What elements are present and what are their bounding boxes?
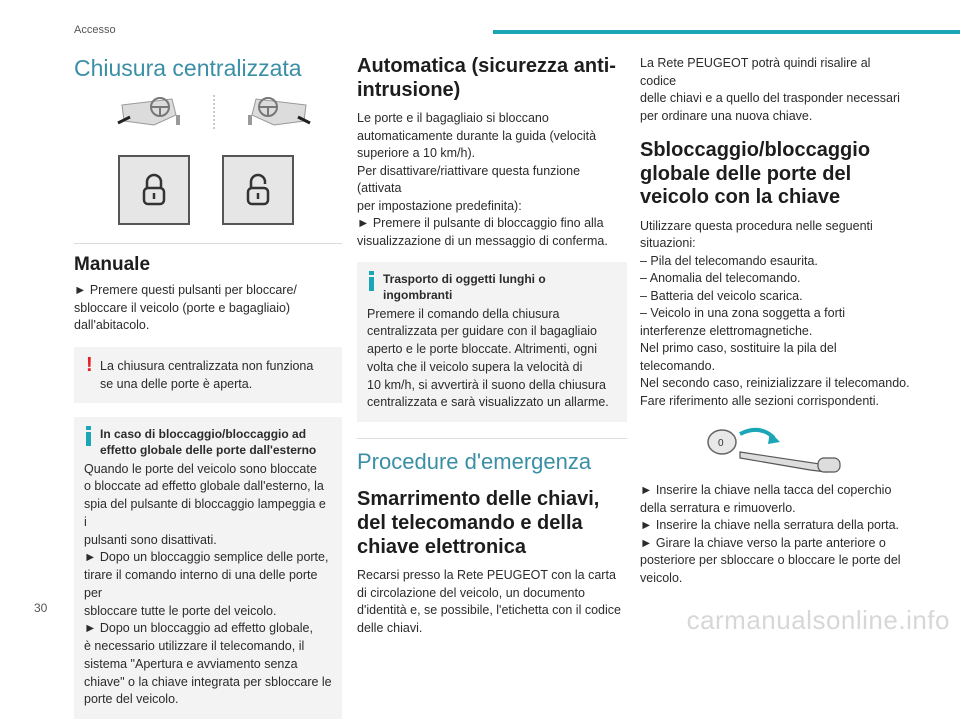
header-accent-bar xyxy=(493,30,960,34)
dealer-code-text: La Rete PEUGEOT potrà quindi risalire al codice delle chiavi e a quello del trasponder necessari per ordinare una nuova chiave. xyxy=(640,56,900,123)
column-2 xyxy=(357,55,627,637)
section-title-emergency: Procedure d'emergenza xyxy=(357,449,592,475)
unlock-button[interactable] xyxy=(222,155,294,225)
heading-manual: Manuale xyxy=(74,254,151,276)
unlock-icon xyxy=(224,157,292,223)
column-1 xyxy=(74,55,342,719)
heading-global-locking-key: Sbloccaggio/bloccaggio globale delle porte del veicolo con la chiave xyxy=(640,139,871,209)
info-icon xyxy=(86,426,91,446)
svg-text:0: 0 xyxy=(718,438,724,450)
info-note-exterior-locking xyxy=(74,417,342,719)
heading-lost-keys: Smarrimento delle chiavi, del telecomando e della chiave elettronica xyxy=(357,488,600,558)
lock-icon xyxy=(120,157,188,223)
info-note-body: Premere il comando della chiusura centralizzata per guidare con il bagagliaio aperto e le porte bloccate. Altrimenti, ogni volta che il veicolo supera la velocità di 10 km/h, si avvertirà il suono della chiusura centralizzata e sarà visualizzato un allarme. xyxy=(367,306,609,410)
key-in-lock-illustration xyxy=(700,424,860,474)
lost-keys-text: Recarsi presso la Rete PEUGEOT con la carta di circolazione del veicolo, un documento d'identità e, se possibile, l'etichetta con il codice delle chiavi. xyxy=(357,568,621,635)
warning-text: La chiusura centralizzata non funziona se una delle porte è aperta. xyxy=(100,358,314,391)
global-locking-text: Utilizzare questa procedura nelle seguenti situazioni: – Pila del telecomando esaurita. – Anomalia del telecomando. – Batteria del veicolo scarica. – Veicolo in una zona soggetta a forti interferenze elettromagnetiche. Nel primo caso, sostituire la pila del telecomando. Nel secondo caso, reinizializzare il telecomando. Fare riferimento alle sezioni corrispondenti. xyxy=(640,218,910,408)
automatic-locking-text: Le porte e il bagagliaio si bloccano automaticamente durante la guida (velocità superiore a 10 km/h). Per disattivare/riattivare questa funzione (attivata per impostazione predefinita): ► Premere il pulsante di bloccaggio fino alla visualizzazione di un messaggio di conferma. xyxy=(357,111,608,248)
heading-automatic-locking: Automatica (sicurezza anti-intrusione) xyxy=(357,55,616,101)
warning-icon: ! xyxy=(86,353,93,376)
door-interior-illustration xyxy=(114,91,314,139)
header-section-label: Accesso xyxy=(74,24,116,36)
info-note-body: Quando le porte del veicolo sono bloccate o bloccate ad effetto globale dall'esterno, la spia del pulsante di bloccaggio lampeggia e i pulsanti sono disattivati. ► Dopo un bloccaggio semplice delle porte, tirare il comando interno di una delle porte per sbloccare tutte le porte del veicolo. ► Dopo un bloccaggio ad effetto globale, è necessario utilizzare il telecomando, il sistema "Apertura e avviamento senza chiave" o la chiave integrata per sbloccare le porte del veicolo. xyxy=(84,461,332,707)
lock-button[interactable] xyxy=(118,155,190,225)
info-note-title: Trasporto di oggetti lunghi o ingombranti xyxy=(383,272,546,303)
info-icon xyxy=(369,271,374,291)
watermark: carmanualsonline.info xyxy=(686,605,950,635)
manual-instructions: ► Premere questi pulsanti per bloccare/ sbloccare il veicolo (porte e bagagliaio) dall'abitacolo. xyxy=(74,283,297,333)
column-3 xyxy=(640,55,910,587)
page-number: 30 xyxy=(34,601,48,615)
section-title-central-locking: Chiusura centralizzata xyxy=(74,55,302,81)
key-instructions: ► Inserire la chiave nella tacca del coperchio della serratura e rimuoverlo. ► Inserire la chiave nella serratura della porta. ► Girare la chiave verso la parte anteriore o posteriore per sbloccare o bloccare le porte del veicolo. xyxy=(640,483,901,585)
warning-note xyxy=(74,347,342,404)
info-note-title: In caso di bloccaggio/bloccaggio ad effetto globale delle porte dall'esterno xyxy=(100,427,317,458)
info-note-long-objects xyxy=(357,262,627,422)
